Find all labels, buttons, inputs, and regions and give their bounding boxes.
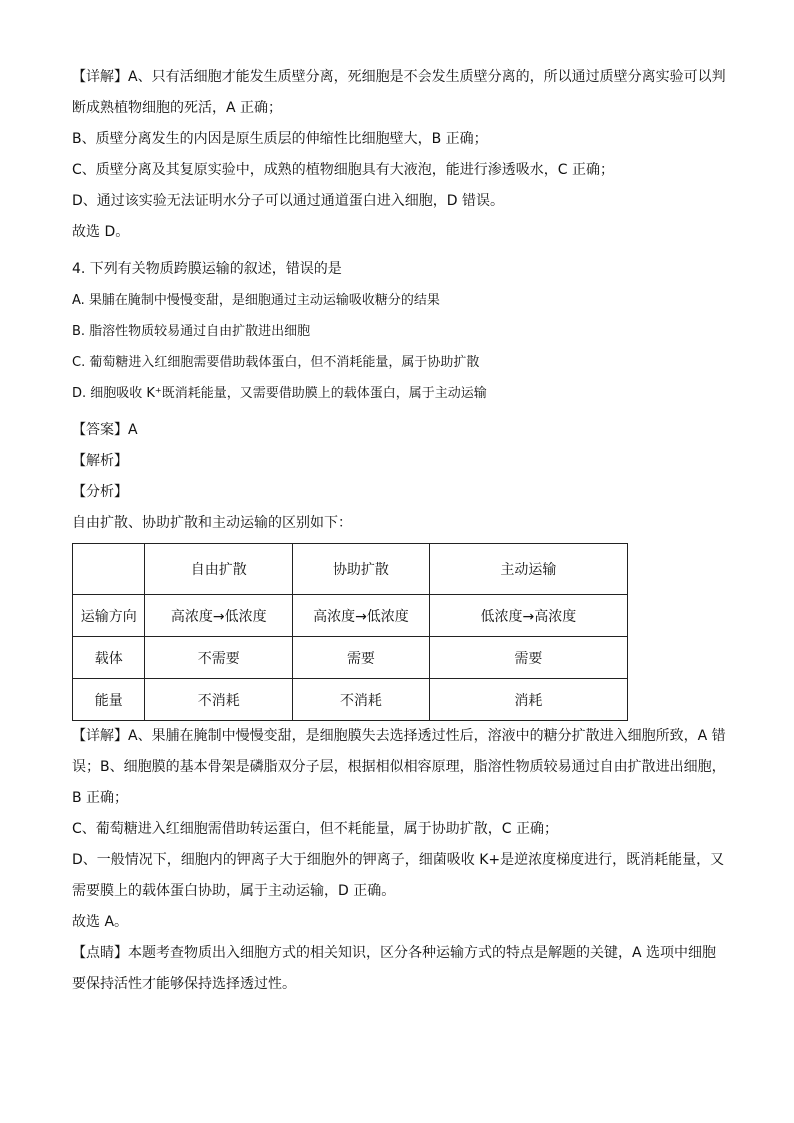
detail2-option-d-line2: 需要膜上的载体蛋白协助，属于主动运输，D 正确。 — [72, 883, 396, 899]
table-header-cell: 主动运输 — [429, 544, 627, 595]
analysis-label: 【解析】 — [72, 453, 128, 469]
table-header-row — [73, 544, 628, 595]
question-4 — [72, 254, 728, 409]
table-cell: 需要 — [293, 637, 430, 679]
table-header-cell — [73, 544, 145, 595]
table-row — [73, 637, 628, 679]
detail2-line2: 误；B、细胞膜的基本骨架是磷脂双分子层，根据相似相容原理，脂溶性物质较易通过自由扩散进出细胞， — [72, 759, 726, 775]
table-cell: 运输方向 — [73, 595, 145, 637]
table-header-cell: 自由扩散 — [145, 544, 293, 595]
comment-section — [72, 938, 728, 1000]
question-option-b: B. 脂溶性物质较易通过自由扩散进出细胞 — [72, 324, 311, 339]
comparison-table — [72, 543, 628, 721]
comment-line1: 【点睛】本题考查物质出入细胞方式的相关知识，区分各种运输方式的特点是解题的关键，A 选项中细胞 — [72, 945, 717, 961]
table-cell: 不消耗 — [145, 679, 293, 721]
table-cell: 不需要 — [145, 637, 293, 679]
detail1-choose: 故选 D。 — [72, 224, 130, 240]
table-cell: 能量 — [73, 679, 145, 721]
question-stem: 4. 下列有关物质跨膜运输的叙述，错误的是 — [72, 261, 342, 277]
detail2-line3: B 正确； — [72, 790, 129, 806]
analysis-intro: 自由扩散、协助扩散和主动运输的区别如下： — [72, 515, 352, 531]
detail1-line2: 断成熟植物细胞的死活，A 正确； — [72, 100, 283, 116]
document-page — [72, 62, 728, 1000]
detail2-option-d-line1: D、一般情况下，细胞内的钾离子大于细胞外的钾离子，细菌吸收 K+是逆浓度梯度进行，既消耗能量，又 — [72, 852, 725, 868]
table-cell: 消耗 — [429, 679, 627, 721]
analysis-sub-label: 【分析】 — [72, 484, 128, 500]
detail-section-1 — [72, 62, 728, 248]
detail1-option-b: B、质壁分离发生的内因是原生质层的伸缩性比细胞壁大，B 正确； — [72, 131, 488, 147]
detail1-option-c: C、质壁分离及其复原实验中，成熟的植物细胞具有大液泡，能进行渗透吸水，C 正确； — [72, 162, 614, 178]
detail2-choose: 故选 A。 — [72, 914, 129, 930]
question-option-d: D. 细胞吸收 K⁺既消耗能量，又需要借助膜上的载体蛋白，属于主动运输 — [72, 386, 487, 401]
table-row — [73, 679, 628, 721]
detail2-line1: 【详解】A、果脯在腌制中慢慢变甜，是细胞膜失去选择透过性后，溶液中的糖分扩散进入细胞所致，A 错 — [72, 728, 726, 744]
table-cell: 高浓度→低浓度 — [293, 595, 430, 637]
detail-section-2 — [72, 721, 728, 938]
detail2-option-c: C、葡萄糖进入红细胞需借助转运蛋白，但不耗能量，属于协助扩散，C 正确； — [72, 821, 558, 837]
table-cell: 低浓度→高浓度 — [429, 595, 627, 637]
table-row — [73, 595, 628, 637]
answer-line — [72, 415, 728, 446]
table-cell: 需要 — [429, 637, 627, 679]
answer-value: A — [128, 422, 138, 438]
table-cell: 不消耗 — [293, 679, 430, 721]
detail1-line1: 【详解】A、只有活细胞才能发生质壁分离，死细胞是不会发生质壁分离的，所以通过质壁分离实验可以判 — [72, 69, 726, 85]
detail1-option-d: D、通过该实验无法证明水分子可以通过通道蛋白进入细胞，D 错误。 — [72, 193, 505, 209]
table-header-cell: 协助扩散 — [293, 544, 430, 595]
question-option-c: C. 葡萄糖进入红细胞需要借助载体蛋白，但不消耗能量，属于协助扩散 — [72, 355, 480, 370]
answer-label: 【答案】 — [72, 422, 128, 438]
comment-line2: 要保持活性才能够保持选择透过性。 — [72, 976, 296, 992]
table-cell: 载体 — [73, 637, 145, 679]
table-cell: 高浓度→低浓度 — [145, 595, 293, 637]
question-option-a: A. 果脯在腌制中慢慢变甜，是细胞通过主动运输吸收糖分的结果 — [72, 293, 440, 308]
